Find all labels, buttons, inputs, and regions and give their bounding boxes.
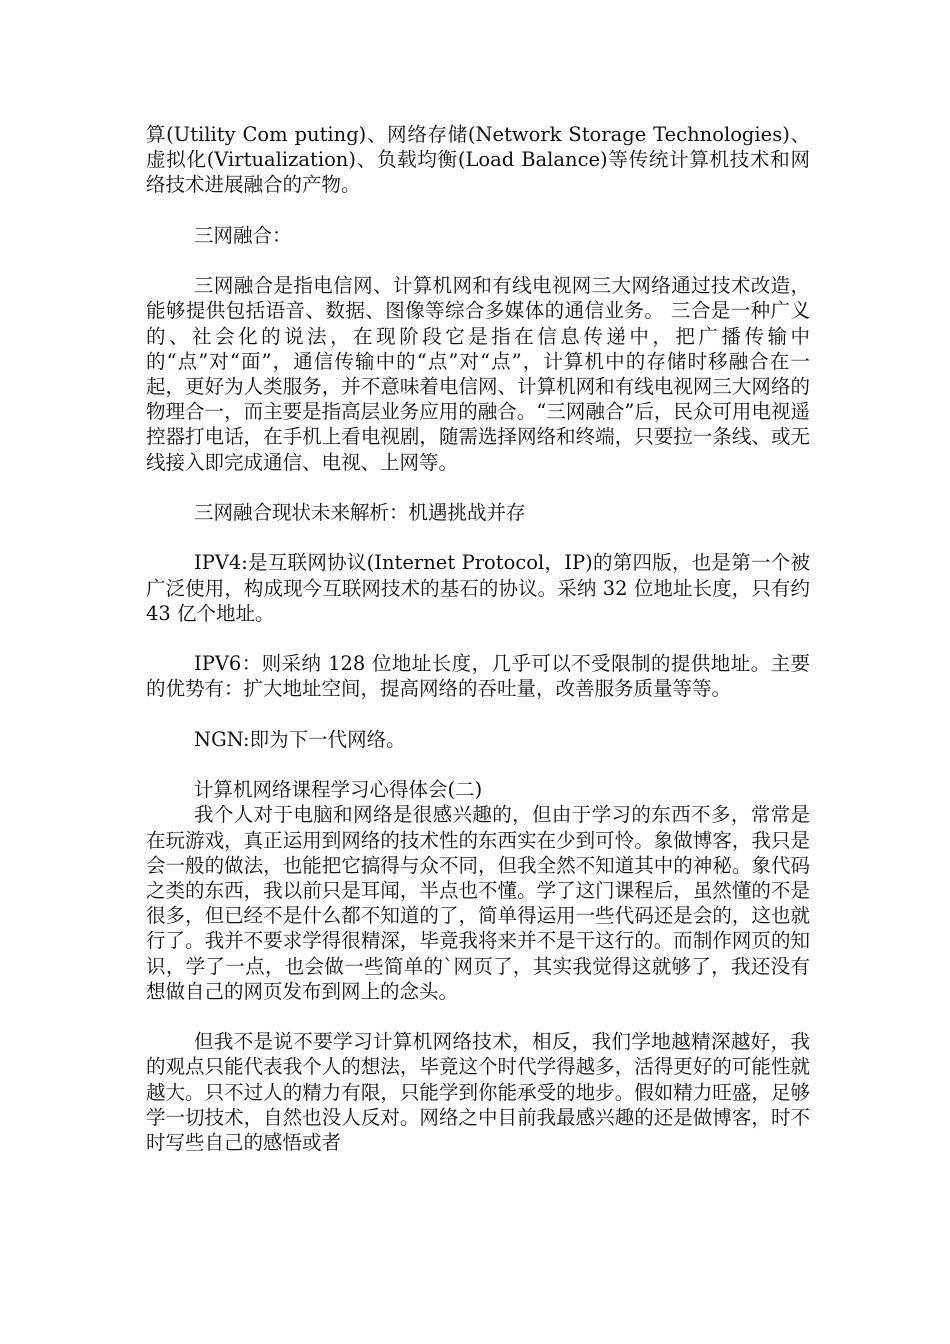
- paragraph-learning-view: 但我不是说不要学习计算机网络技术，相反，我们学地越精深越好，我的观点只能代表我个人的想法，毕竟这个时代学得越多，活得更好的可能性就越大。只不过人的精力有限，只能学到你能承受的地步。假如精力旺盛，足够学一切技术，自然也没人反对。网络之中目前我最感兴趣的还是做博客，时不时写些自己的感悟或者: [146, 1030, 810, 1154]
- paragraph-ipv6: IPV6：则采纳 128 位地址长度，几乎可以不受限制的提供地址。主要的优势有：扩大地址空间，提高网络的吞吐量，改善服务质量等等。: [146, 652, 810, 701]
- paragraph-personal-interest: 我个人对于电脑和网络是很感兴趣的，但由于学习的东西不多，常常是在玩游戏，真正运用到网络的技术性的东西实在少到可怜。象做博客，我只是会一般的做法，也能把它搞得与众不同，但我全然不知道其中的神秘。象代码之类的东西，我以前只是耳闻，半点也不懂。学了这门课程后，虽然懂的不是很多，但已经不是什么都不知道的了，简单得运用一些代码还是会的，这也就行了。我并不要求学得很精深，毕竟我将来并不是干这行的。而制作网页的知识，学了一点，也会做一些简单的`网页了，其实我觉得这就够了，我还没有想做自己的网页发布到网上的念头。: [146, 803, 810, 1003]
- paragraph-utility-computing: 算(Utility Com puting)、网络存储(Network Storage Technologies)、虚拟化(Virtualization)、负载均衡(Load Balance)等传统计算机技术和网络技术进展融合的产物。: [146, 123, 810, 197]
- paragraph-ngn: NGN:即为下一代网络。: [194, 727, 406, 751]
- paragraph-convergence: 三网融合是指电信网、计算机网和有线电视网三大网络通过技术改造，能够提供包括语音、数据、图像等综合多媒体的通信业务。 三合是一种广义的、社会化的说法，在现阶段它是指在信息传递中，把广播传输中的“点”对“面”，通信传输中的“点”对“点”，计算机中的存储时移融合在一起，更好为人类服务，并不意味着电信网、计算机网和有线电视网三大网络的物理合一，而主要是指高层业务应用的融合。“三网融合”后，民众可用电视遥控器打电话，在手机上看电视剧，随需选择网络和终端，只要拉一条线、或无线接入即完成通信、电视、上网等。: [146, 274, 810, 474]
- heading-convergence: 三网融合：: [194, 223, 292, 247]
- section-title-2: 计算机网络课程学习心得体会(二): [194, 778, 483, 802]
- document-body: [146, 122, 810, 1155]
- paragraph-ipv4: IPV4:是互联网协议(Internet Protocol，IP)的第四版，也是第一个被广泛使用，构成现今互联网技术的基石的协议。采纳 32 位地址长度，只有约 43 亿个地址。: [146, 551, 810, 625]
- heading-convergence-analysis: 三网融合现状未来解析：机遇挑战并存: [194, 501, 526, 524]
